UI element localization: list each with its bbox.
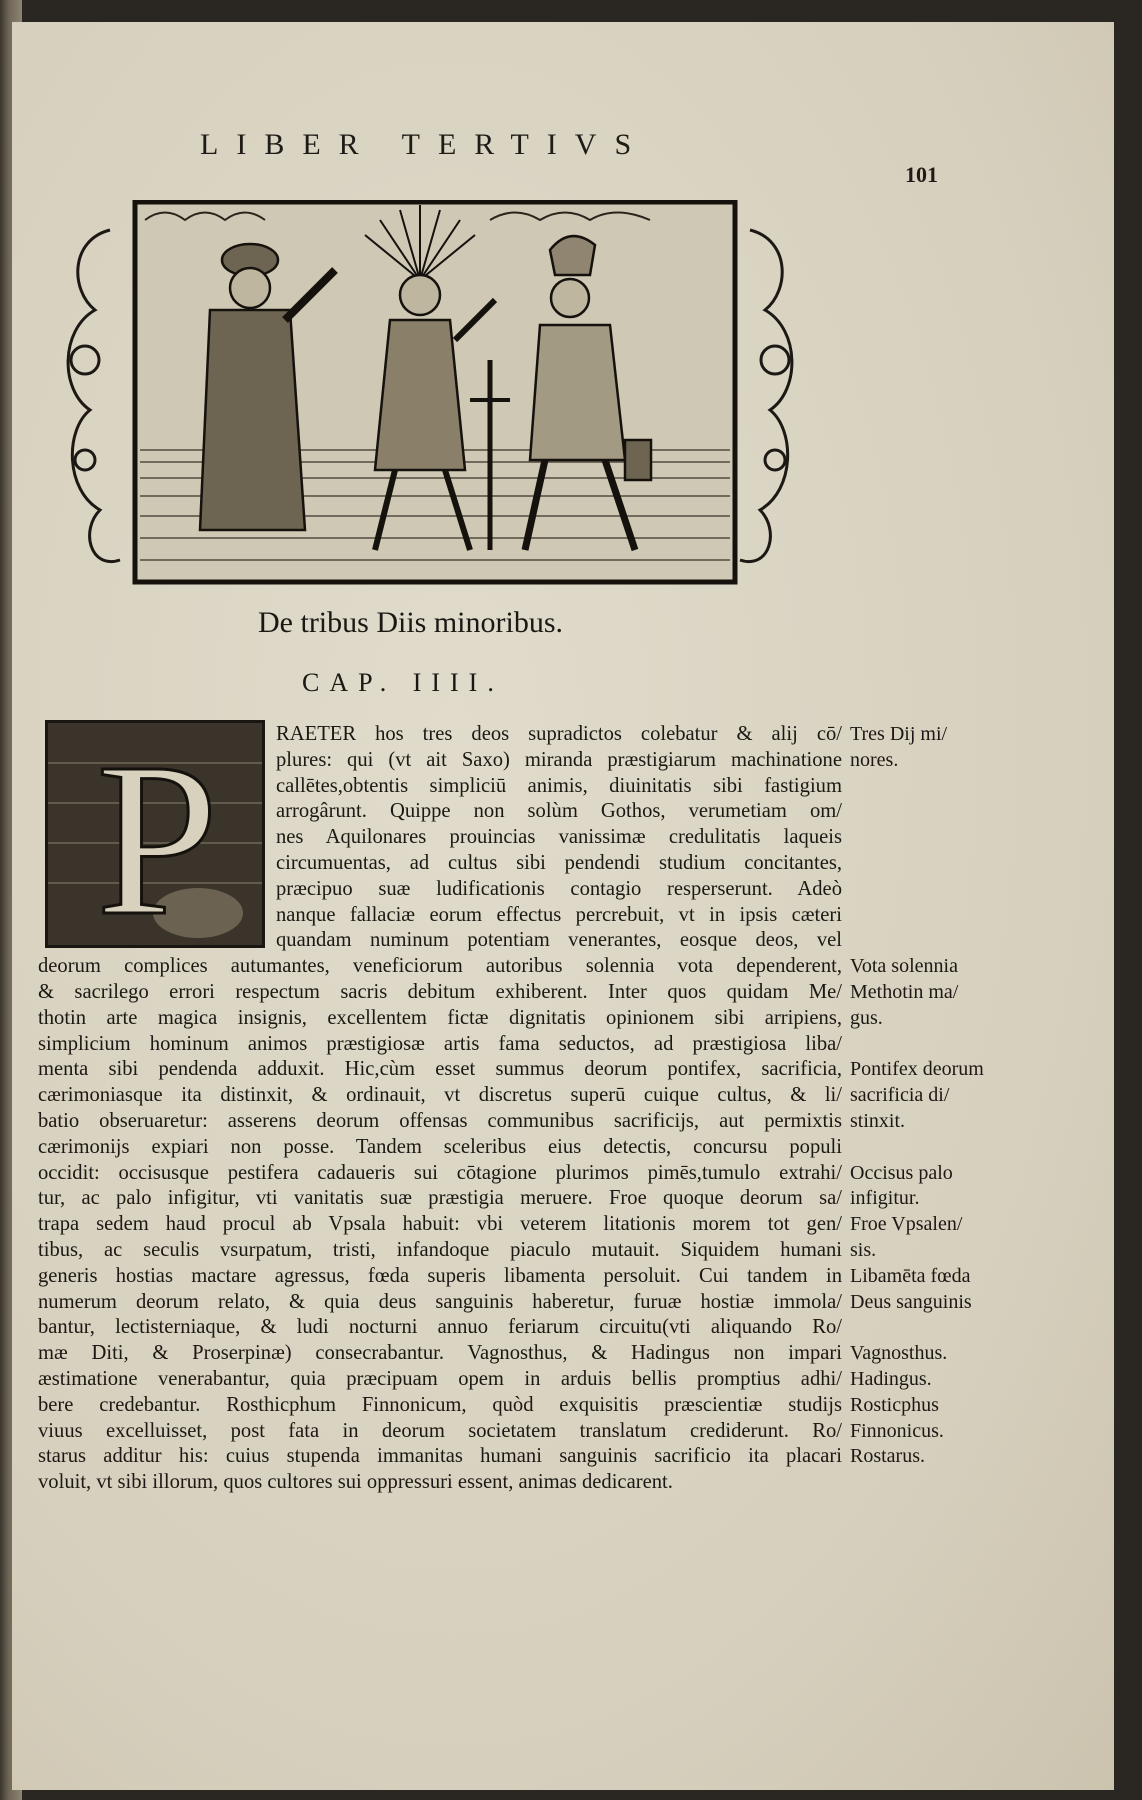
margin-note <box>850 954 1000 1031</box>
margin-note <box>850 1341 1000 1393</box>
text-line: æstimatione venerabantur, quia præcipuam opem in arduis bellis promptius adhi/ <box>38 1367 842 1390</box>
text-line: generis hostias mactare agressus, fœda superis libamenta persoluit. Cui tandem in <box>38 1264 842 1287</box>
margin-note <box>850 1393 1000 1445</box>
text-line: thotin arte magica insignis, excellentem fictæ dignitatis opinionem sibi arripiens, <box>38 1006 842 1029</box>
text-line: & sacrilego errori respectum sacris debitum exhiberent. Inter quos quidam Me/ <box>38 980 842 1003</box>
margin-note-line: Froe Vpsalen/ <box>850 1213 963 1236</box>
text-line: bantur, lectisterniaque, & ludi nocturni annuo feriarum circuitu(vti aliquando Ro/ <box>38 1316 842 1339</box>
text-line: nes Aquilonares prouincias vanissimæ credulitatis laqueis <box>276 826 842 849</box>
margin-note-line: Vagnosthus. <box>850 1342 948 1365</box>
text-line: callētes,obtentis simpliciū animis, diuinitatis sibi fastigium <box>276 774 842 797</box>
margin-note-line: gus. <box>850 1006 883 1029</box>
text-line: cærimoniasque ita distinxit, & ordinauit, vt discretus superū cuique cultus, & li/ <box>38 1084 842 1107</box>
text-line: præcipuo suæ ludificationis contagio resperserunt. Adeò <box>276 877 842 900</box>
margin-note <box>850 1264 1000 1316</box>
margin-note <box>850 1212 1000 1264</box>
text-line: voluit, vt sibi illorum, quos cultores sui oppressuri essent, animas dedicarent. <box>38 1471 673 1494</box>
text-line: mæ Diti, & Proserpinæ) consecrabantur. Vagnosthus, & Hadingus non impari <box>38 1342 842 1365</box>
margin-note-line: Rostarus. <box>850 1445 925 1468</box>
chapter-title: De tribus Diis minoribus. <box>258 606 563 639</box>
text-line: viuus excelluisset, post fata in deorum societatem translatum crediderunt. Ro/ <box>38 1419 842 1442</box>
text-line: cærimonijs expiari non posse. Tandem sceleribus eius detectis, concursu populi <box>38 1135 842 1158</box>
text-line: deorum complices autumantes, veneficiorum autoribus solennia vota dependerent, <box>38 955 842 978</box>
text-line: numerum deorum relato, & quia deus sanguinis haberetur, furuæ hostiæ immola/ <box>38 1290 842 1313</box>
text-line: simplicium hominum animos præstigiosæ artis fama seductos, ad præstigiosa liba/ <box>38 1032 842 1055</box>
margin-note-line: Methotin ma/ <box>850 980 959 1003</box>
page-number: 101 <box>905 162 938 187</box>
margin-note-line: stinxit. <box>850 1109 906 1132</box>
text-line: trapa sedem haud procul ab Vpsala habuit: vbi veterem litationis morem tot gen/ <box>38 1213 842 1236</box>
margin-note-line: Pontifex deorum <box>850 1058 984 1081</box>
text-line: circumuentas, ad cultus sibi pendendi studium concitantes, <box>276 851 842 874</box>
margin-note <box>850 1444 1000 1470</box>
initial-letter-glyph: P <box>96 723 219 945</box>
text-line: batio obseruaretur: asserens deorum offensas communibus sacrificijs, aut permixtis <box>38 1109 842 1132</box>
text-line: nanque fallaciæ eorum effectus percrebuit, vt in ipsis cæteri <box>276 903 842 926</box>
margin-note-line: Vota solennia <box>850 955 958 978</box>
margin-note <box>850 1057 1000 1134</box>
text-line: starus additur his: cuius stupenda immanitas humani sanguinis sacrificio ita placari <box>38 1445 842 1468</box>
text-line: plures: qui (vt ait Saxo) miranda præstigiarum machinatione <box>276 748 842 771</box>
margin-note-line: sis. <box>850 1238 877 1261</box>
body-text <box>38 722 842 1496</box>
margin-note-line: sacrificia di/ <box>850 1084 950 1107</box>
margin-note-line: nores. <box>850 748 899 771</box>
margin-note-line: Hadingus. <box>850 1367 932 1390</box>
margin-note-line: Libamēta fœda <box>850 1264 971 1287</box>
text-line: occidit: occisusque pestifera cadaueris sui cōtagione plurimos pimēs,tumulo extrahi/ <box>38 1161 842 1184</box>
chapter-number: CAP. IIII. <box>302 668 504 697</box>
woodcut-illustration <box>50 200 820 590</box>
running-head: LIBER TERTIVS <box>200 128 650 161</box>
margin-note-line: infigitur. <box>850 1187 920 1210</box>
margin-note-line: Finnonicus. <box>850 1419 944 1442</box>
margin-note-line: Tres Dij mi/ <box>850 723 948 745</box>
margin-note-line: Occisus palo <box>850 1161 953 1184</box>
margin-note <box>850 722 1000 774</box>
text-line: RAETER hos tres deos supradictos colebatur & alij cō/ <box>276 723 842 745</box>
margin-note-line: Deus sanguinis <box>850 1290 972 1313</box>
text-line: bere credebantur. Rosthicphum Finnonicum, quòd exquisitis præscientiæ studijs <box>38 1393 842 1416</box>
margin-note-line: Rosticphus <box>850 1393 939 1416</box>
text-line: arrogârunt. Quippe non solùm Gothos, verumetiam om/ <box>276 800 842 823</box>
text-line: quandam numinum potentiam venerantes, eosque deos, vel <box>276 929 842 952</box>
text-line: menta sibi pendenda adduxit. Hic,cùm esset summus deorum pontifex, sacrificia, <box>38 1058 842 1081</box>
margin-note <box>850 1161 1000 1213</box>
text-line: tur, ac palo infigitur, vti vanitatis suæ præstigia meruere. Froe quoque deorum sa/ <box>38 1187 842 1210</box>
text-line: tibus, ac seculis vsurpatum, tristi, infandoque piaculo mutauit. Siquidem humani <box>38 1238 842 1261</box>
